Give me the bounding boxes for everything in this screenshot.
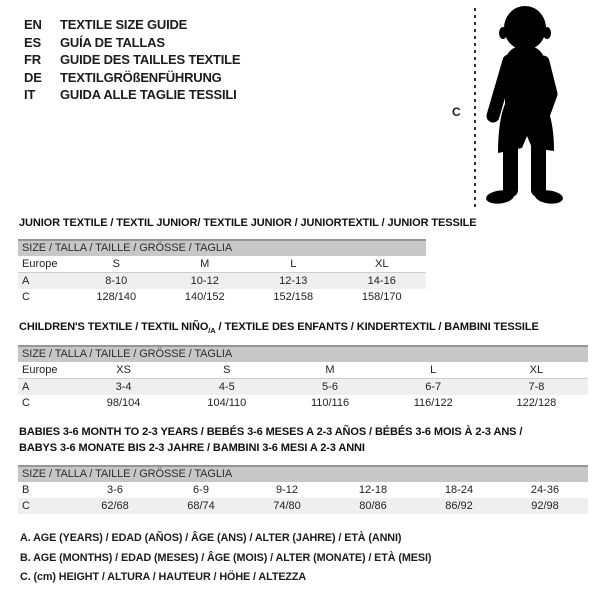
language-code: IT (24, 87, 36, 103)
table-cell: 158/170 (361, 291, 402, 303)
table-row (18, 362, 588, 379)
height-measure-label: C (452, 105, 461, 119)
table-cell: 3-6 (107, 484, 123, 496)
legend-line-c: C. (cm) HEIGHT / ALTURA / HAUTEUR / HÖHE / ALTEZZA (20, 571, 307, 584)
table-cell: L (290, 258, 297, 270)
language-row-de (24, 69, 240, 87)
size-header-bar: SIZE / TALLA / TAILLE / GRÖSSE / TAGLIA (18, 239, 426, 256)
row-cells (72, 482, 588, 498)
table-cell: 12-13 (279, 275, 308, 287)
table-row (18, 498, 588, 514)
language-list (24, 16, 240, 104)
table-cell: 128/140 (96, 291, 137, 303)
row-cells (72, 379, 588, 395)
babies-size-table (18, 465, 588, 514)
table-cell: 98/104 (106, 397, 141, 409)
table-cell: S (112, 258, 120, 270)
row-label: B (22, 484, 30, 496)
language-row-it (24, 86, 240, 104)
table-row (18, 256, 426, 273)
row-label: C (22, 291, 30, 303)
size-header-bar: SIZE / TALLA / TAILLE / GRÖSSE / TAGLIA (18, 345, 588, 362)
table-cell: 122/128 (516, 397, 557, 409)
language-label: TEXTILE SIZE GUIDE (60, 17, 188, 32)
table-cell: 110/116 (310, 397, 350, 409)
table-cell: 92/98 (531, 500, 559, 512)
row-cells (72, 273, 426, 289)
row-cells (72, 289, 426, 305)
language-row-es (24, 34, 240, 52)
language-label: GUIDE DES TAILLES TEXTILE (60, 52, 241, 68)
table-cell: 3-4 (115, 381, 132, 393)
row-cells (72, 498, 588, 514)
table-cell: 140/152 (184, 291, 225, 303)
table-cell: 7-8 (528, 381, 545, 393)
table-cell: M (325, 364, 335, 376)
language-row-fr (24, 51, 240, 69)
language-code: ES (24, 34, 41, 50)
table-row (18, 289, 426, 305)
language-row-en (24, 16, 240, 34)
table-cell: 24-36 (530, 484, 560, 496)
row-label: Europe (22, 364, 58, 376)
children-size-table (18, 345, 588, 411)
babies-title-line1: BABIES 3-6 MONTH TO 2-3 YEARS / BEBÉS 3-6 MESES A 2-3 AÑOS / BÉBÉS 3-6 MOIS À 2-3 ANS / (19, 426, 523, 438)
table-cell: XL (529, 364, 544, 376)
table-cell: 9-12 (275, 484, 299, 496)
row-label: A (22, 275, 30, 287)
table-cell: S (223, 364, 231, 376)
size-header-bar: SIZE / TALLA / TAILLE / GRÖSSE / TAGLIA (18, 465, 588, 482)
table-cell: 152/158 (273, 291, 314, 303)
table-row (18, 379, 588, 395)
table-cell: 18-24 (444, 484, 474, 496)
babies-section-title (19, 424, 522, 456)
table-cell: 62/68 (101, 500, 129, 512)
row-cells (72, 395, 588, 411)
children-title-text: / TEXTILE DES ENFANTS / KINDERTEXTIL / BAMBINI TESSILE (215, 321, 539, 333)
height-measure-line (474, 8, 476, 208)
table-cell: 10-12 (190, 275, 219, 287)
table-cell: 6-7 (425, 381, 442, 393)
measure-legend (20, 529, 431, 588)
table-cell: 4-5 (218, 381, 235, 393)
table-row (18, 395, 588, 411)
row-label: A (22, 381, 30, 393)
table-cell: 74/80 (273, 500, 301, 512)
table-cell: L (430, 364, 437, 376)
row-label: Europe (22, 258, 58, 270)
language-label: TEXTILGRÖßENFÜHRUNG (60, 69, 222, 85)
table-cell: 116/122 (413, 397, 453, 409)
junior-section-title: JUNIOR TEXTILE / TEXTIL JUNIOR/ TEXTILE JUNIOR / JUNIORTEXTIL / JUNIOR TESSILE (19, 217, 477, 229)
children-section-title (19, 321, 539, 335)
table-cell: 14-16 (367, 275, 396, 287)
table-row (18, 273, 426, 289)
row-label: C (22, 397, 30, 409)
junior-size-table (18, 239, 426, 305)
table-cell: 68/74 (187, 500, 215, 512)
language-label: GUÍA DE TALLAS (60, 34, 165, 50)
table-cell: 6-9 (193, 484, 209, 496)
language-code: FR (24, 52, 41, 68)
table-cell: 80/86 (359, 500, 387, 512)
children-title-sub: /A (208, 326, 216, 336)
row-cells (72, 256, 426, 272)
table-cell: 5-6 (322, 381, 338, 393)
table-cell: 86/92 (445, 500, 473, 512)
table-cell: 104/110 (207, 397, 247, 409)
babies-title-line2: BABYS 3-6 MONATE BIS 2-3 JAHRE / BAMBINI 3-6 MESI A 2-3 ANNI (19, 442, 365, 454)
table-cell: 8-10 (105, 275, 128, 287)
legend-line-a: A. AGE (YEARS) / EDAD (AÑOS) / ÂGE (ANS) / ALTER (JAHRE) / ETÀ (ANNI) (20, 532, 402, 544)
language-code: EN (24, 17, 42, 32)
table-cell: M (200, 258, 210, 270)
table-cell: 12-18 (358, 484, 388, 496)
row-label: C (22, 500, 30, 512)
legend-line-b: B. AGE (MONTHS) / EDAD (MESES) / ÂGE (MOIS) / ALTER (MONATE) / ETÀ (MESI) (20, 551, 432, 564)
table-row (18, 482, 588, 498)
children-title-text: CHILDREN'S TEXTILE / TEXTIL NIÑO (19, 321, 209, 333)
language-label: GUIDA ALLE TAGLIE TESSILI (60, 87, 237, 103)
language-code: DE (24, 69, 42, 85)
table-cell: XS (116, 364, 131, 376)
table-cell: XL (375, 258, 389, 270)
row-cells (72, 362, 588, 378)
baby-silhouette-icon (483, 4, 580, 206)
